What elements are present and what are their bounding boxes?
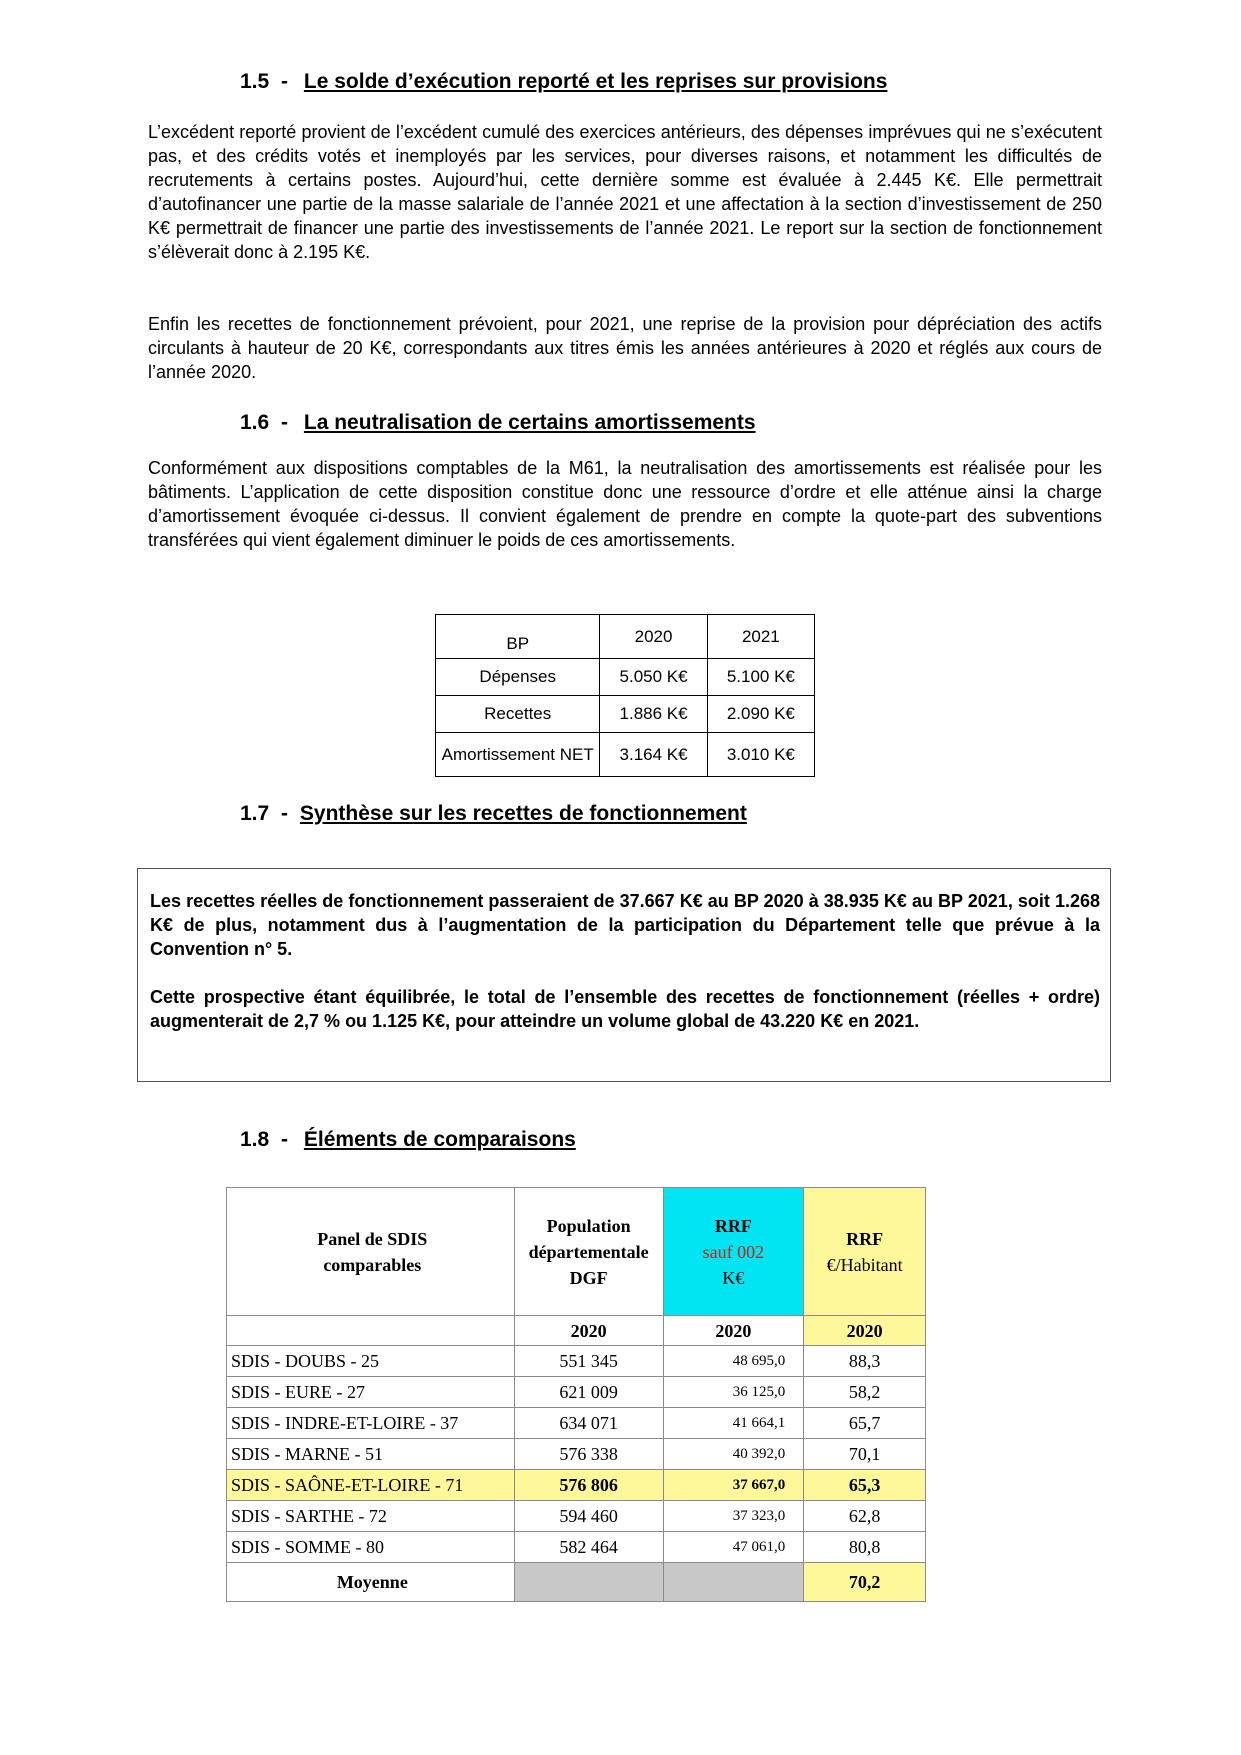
rrf-value: 41 664,1 (663, 1408, 804, 1439)
table-header-cell: 2020 (600, 615, 707, 659)
heading-number: 1.6 (240, 411, 270, 434)
rrf-per-habitant: 62,8 (804, 1501, 926, 1532)
amortization-table (435, 614, 815, 777)
year-cell: 2020 (514, 1316, 663, 1346)
header-line: DGF (569, 1267, 608, 1288)
heading-number: 1.5 (240, 70, 270, 93)
rrf-value: 37 667,0 (663, 1470, 804, 1501)
heading-number: 1.7 (240, 802, 270, 825)
header-line: RRF (846, 1228, 884, 1249)
heading-title: Éléments de comparaisons (303, 1128, 576, 1151)
cell-2021: 2.090 K€ (707, 696, 814, 733)
heading-1-8 (240, 1128, 576, 1152)
sdis-name: SDIS - MARNE - 51 (227, 1439, 515, 1470)
rrf-value: 36 125,0 (663, 1377, 804, 1408)
paragraph-1-5-b: Enfin les recettes de fonctionnement prévoient, pour 2021, une reprise de la provision pour dépréciation des actifs circulants à hauteur de 20 K€, correspondants aux titres émis les années antérieures à 2020 et réglés aux cours de l’année 2020. (148, 314, 1102, 382)
header-line: Panel de SDIS (317, 1228, 428, 1249)
heading-title: Synthèse sur les recettes de fonctionnement (299, 802, 747, 825)
table-row (227, 1346, 926, 1377)
rrf-per-habitant: 65,3 (804, 1470, 926, 1501)
year-row (227, 1316, 926, 1346)
heading-dash: - (281, 802, 289, 825)
heading-title: Le solde d’exécution reporté et les reprises sur provisions (303, 70, 888, 93)
year-cell: 2020 (804, 1316, 926, 1346)
table-row (227, 1439, 926, 1470)
population: 576 806 (514, 1470, 663, 1501)
heading-1-5 (240, 70, 887, 94)
table-row (436, 733, 815, 777)
population: 576 338 (514, 1439, 663, 1470)
heading-dash: - (281, 70, 289, 93)
table-row-highlighted (227, 1470, 926, 1501)
header-line: départementale (528, 1241, 649, 1262)
sdis-name: SDIS - EURE - 27 (227, 1377, 515, 1408)
sdis-name: SDIS - SAÔNE-ET-LOIRE - 71 (227, 1470, 515, 1501)
paragraph-1-5-a: L’excédent reporté provient de l’excédent cumulé des exercices antérieurs, des dépenses imprévues qui ne s’exécutent pas, et des crédits votés et inemployés par les services, pour diverses raisons, et notamment les difficultés de recrutements à certains postes. Aujourd’hui, cette dernière somme est évaluée à 2.445 K€. Elle permettrait d’autofinancer une partie de la masse salariale de l’année 2021 et une affectation à la section d’investissement de 250 K€ permettrait de financer une partie des investissements de l’année 2021. Le report sur la section de fonctionnement s’élèverait donc à 2.195 K€. (148, 122, 1102, 262)
comparison-table (226, 1187, 926, 1602)
population: 582 464 (514, 1532, 663, 1563)
heading-dash: - (281, 411, 289, 434)
table-row (436, 696, 815, 733)
table-row (227, 1532, 926, 1563)
header-line: comparables (323, 1254, 422, 1275)
table-row (227, 1501, 926, 1532)
population: 551 345 (514, 1346, 663, 1377)
population: 594 460 (514, 1501, 663, 1532)
rrf-per-habitant: 70,1 (804, 1439, 926, 1470)
cell-2020: 5.050 K€ (600, 659, 707, 696)
year-cell-empty (227, 1316, 515, 1346)
sdis-name: SDIS - SOMME - 80 (227, 1532, 515, 1563)
paragraph-1-6: Conformément aux dispositions comptables de la M61, la neutralisation des amortissements est réalisée pour les bâtiments. L’application de cette disposition constitue donc une ressource d’ordre et elle atténue ainsi la charge d’amortissement évoquée ci-dessus. Il convient également de prendre en compte la quote-part des subventions transférées qui vient également diminuer le poids de ces amortissements. (148, 458, 1102, 550)
summary-paragraph-1: Les recettes réelles de fonctionnement passeraient de 37.667 K€ au BP 2020 à 38.935 K€ au BP 2021, soit 1.268 K€ de plus, notamment dus à l’augmentation de la participation du Département telle que prévue à la Convention n° 5. (150, 891, 1100, 959)
table-header-row (227, 1188, 926, 1316)
sdis-name: SDIS - INDRE-ET-LOIRE - 37 (227, 1408, 515, 1439)
heading-title: La neutralisation de certains amortissements (303, 411, 756, 434)
rrf-per-habitant: 88,3 (804, 1346, 926, 1377)
header-line: K€ (722, 1267, 745, 1288)
average-rrf-empty (663, 1563, 804, 1602)
rrf-value: 40 392,0 (663, 1439, 804, 1470)
rrf-value: 47 061,0 (663, 1532, 804, 1563)
table-row (227, 1408, 926, 1439)
heading-dash: - (281, 1128, 289, 1151)
average-value: 70,2 (804, 1563, 926, 1602)
average-row (227, 1563, 926, 1602)
rrf-per-habitant: 80,8 (804, 1532, 926, 1563)
summary-paragraph-2: Cette prospective étant équilibrée, le total de l’ensemble des recettes de fonctionnement (réelles + ordre) augmenterait de 2,7 % ou 1.125 K€, pour atteindre un volume global de 43.220 K€ en 2021. (150, 987, 1100, 1031)
cell-2021: 5.100 K€ (707, 659, 814, 696)
header-line: Population (546, 1215, 631, 1236)
cell-2020: 3.164 K€ (600, 733, 707, 777)
header-line: €/Habitant (826, 1254, 903, 1275)
rrf-per-habitant: 65,7 (804, 1408, 926, 1439)
sdis-name: SDIS - SARTHE - 72 (227, 1501, 515, 1532)
header-rrf (663, 1188, 804, 1316)
average-population-empty (514, 1563, 663, 1602)
heading-number: 1.8 (240, 1128, 270, 1151)
average-label: Moyenne (227, 1563, 515, 1602)
cell-2020: 1.886 K€ (600, 696, 707, 733)
header-panel (227, 1188, 515, 1316)
sdis-name: SDIS - DOUBS - 25 (227, 1346, 515, 1377)
table-row (436, 659, 815, 696)
rrf-per-habitant: 58,2 (804, 1377, 926, 1408)
table-header-cell: 2021 (707, 615, 814, 659)
row-label: Recettes (436, 696, 600, 733)
population: 621 009 (514, 1377, 663, 1408)
population: 634 071 (514, 1408, 663, 1439)
heading-1-7 (240, 802, 747, 826)
year-cell: 2020 (663, 1316, 804, 1346)
header-line: RRF (714, 1215, 752, 1236)
table-header-cell: BP (436, 615, 600, 659)
table-row (227, 1377, 926, 1408)
rrf-value: 37 323,0 (663, 1501, 804, 1532)
header-population (514, 1188, 663, 1316)
header-rrf-per-habitant (804, 1188, 926, 1316)
table-header-row (436, 615, 815, 659)
heading-1-6 (240, 411, 756, 435)
row-label: Amortissement NET (436, 733, 600, 777)
summary-box (137, 868, 1111, 1082)
row-label: Dépenses (436, 659, 600, 696)
cell-2021: 3.010 K€ (707, 733, 814, 777)
rrf-value: 48 695,0 (663, 1346, 804, 1377)
header-line: sauf 002 (702, 1241, 765, 1262)
